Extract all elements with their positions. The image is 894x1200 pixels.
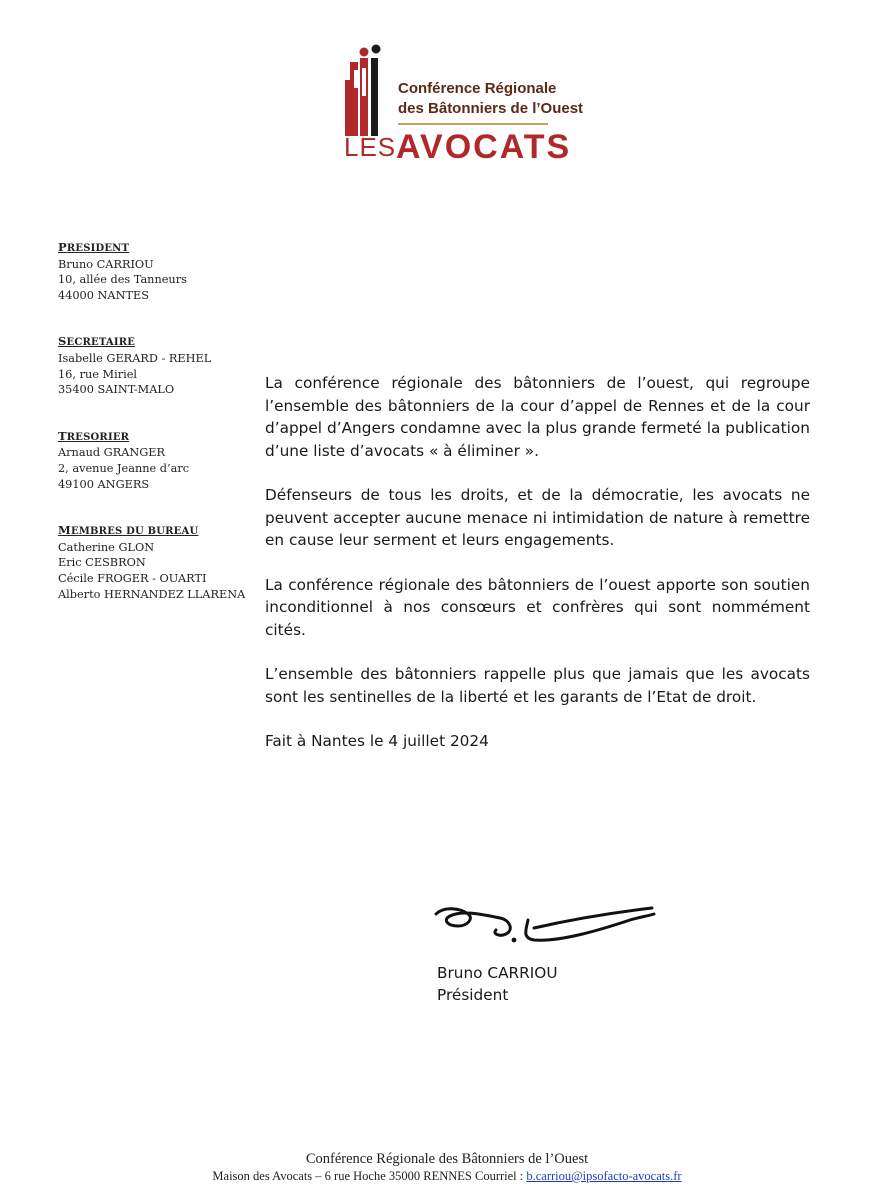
footer-organization: Conférence Régionale des Bâtonniers de l’Ouest [305, 1151, 589, 1167]
letter-paragraph: Défenseurs de tous les droits, et de la démocratie, les avocats ne peuvent accepter aucune menace ni intimidation de nature à remettre en cause leur serment et leurs engagements. [265, 486, 810, 549]
page-footer [0, 1150, 894, 1184]
signer-block [437, 962, 558, 1006]
letter-paragraph: La conférence régionale des bâtonniers de l’ouest, qui regroupe l’ensemble des bâtonniers de la cour d’appel de Rennes et de la cour d’appel d’Angers condamne avec la plus grande fermeté la publication d’une liste d’avocats « à éliminer ». [265, 374, 810, 460]
member-name: Bruno CARRIOU [58, 257, 154, 271]
logo-divider [398, 123, 548, 125]
member-address: 10, allée des Tanneurs [58, 273, 187, 287]
footer-address-line [0, 1168, 894, 1184]
role-heading: PRESIDENT [58, 240, 130, 254]
logo-emblem-icon [336, 40, 396, 140]
member-postcode: 49100 ANGERS [58, 477, 150, 491]
bureau-sidebar [58, 240, 258, 633]
member-address: 2, avenue Jeanne d’arc [58, 461, 190, 475]
footer-address: Maison des Avocats – 6 rue Hoche 35000 RENNES Courriel : [212, 1169, 527, 1183]
member-postcode: 35400 SAINT-MALO [58, 383, 175, 397]
logo-title-line1: Conférence Régionale [398, 80, 557, 97]
member-name: Catherine GLON [58, 540, 155, 554]
role-heading: TRESORIER [58, 428, 130, 443]
membres-block [58, 523, 258, 602]
president-block [58, 240, 258, 303]
role-heading: MEMBRES DU BUREAU [58, 523, 199, 538]
letter-paragraph: La conférence régionale des bâtonniers de l’ouest apporte son soutien inconditionnel à nos consœurs et confrères qui sont nommément cités. [265, 575, 810, 639]
letter-body [265, 372, 810, 775]
signer-name: Bruno CARRIOU [437, 964, 558, 982]
handwritten-signature [430, 900, 670, 960]
logo-title-line2: des Bâtonniers de l’Ouest [398, 100, 584, 117]
secretaire-block [58, 334, 258, 397]
tresorier-block [58, 429, 258, 492]
letter-closing: Fait à Nantes le 4 juillet 2024 [265, 732, 489, 750]
member-name: Alberto HERNANDEZ LLARENA [58, 587, 246, 601]
signer-title: Président [437, 986, 509, 1004]
letter-paragraph: L’ensemble des bâtonniers rappelle plus que jamais que les avocats sont les sentinelles de la liberté et les garants de l’Etat de droit. [265, 665, 810, 706]
member-name: Arnaud GRANGER [58, 446, 166, 460]
member-name: Isabelle GERARD - REHEL [58, 351, 212, 365]
member-name: Eric CESBRON [58, 556, 146, 570]
member-address: 16, rue Miriel [58, 367, 138, 381]
organization-logo [336, 40, 584, 172]
role-heading: SECRETAIRE [58, 334, 136, 349]
member-postcode: 44000 NANTES [58, 288, 149, 302]
member-name: Cécile FROGER - OUARTI [58, 571, 207, 585]
logo-avocats: AVOCATS [396, 128, 572, 166]
logo-les: LES [344, 132, 397, 162]
footer-email-link[interactable]: b.carriou@ipsofacto-avocats.fr [526, 1169, 682, 1183]
